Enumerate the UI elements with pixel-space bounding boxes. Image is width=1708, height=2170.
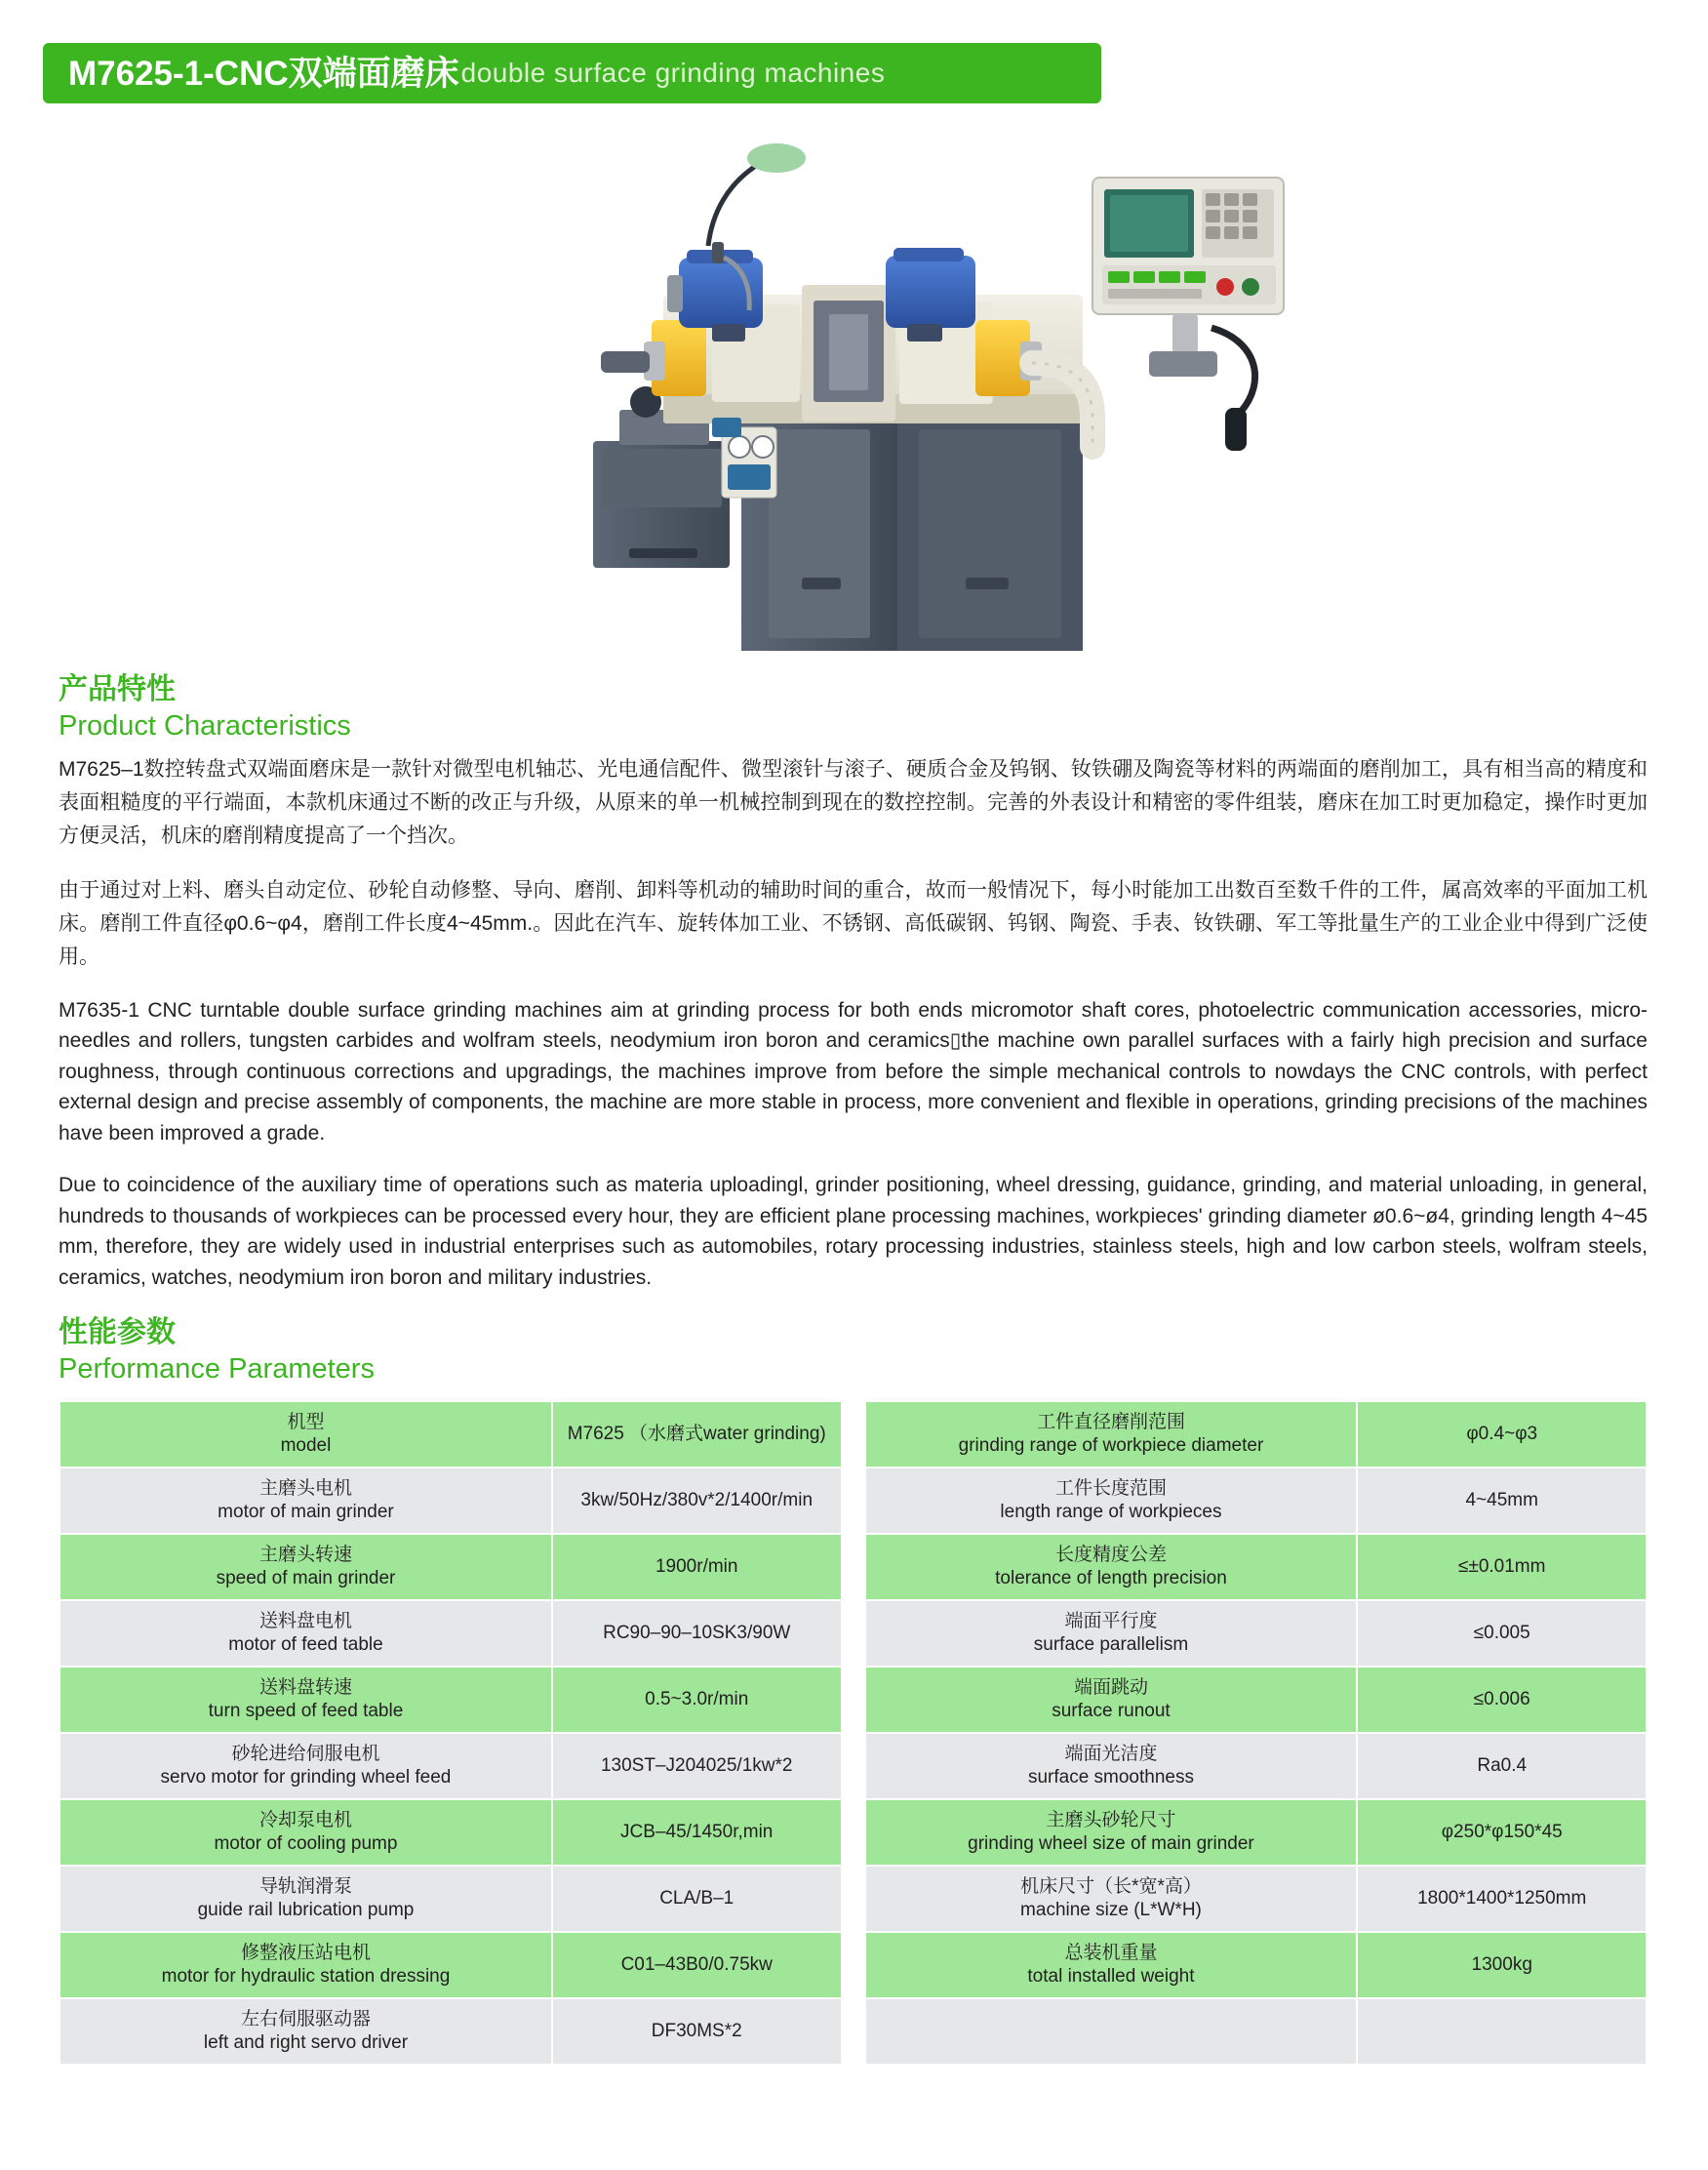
table-row — [60, 1998, 842, 2065]
param-label-en: guide rail lubrication pump — [197, 1900, 415, 1921]
param-label-cn: 工件直径磨削范围 — [1036, 1411, 1185, 1432]
param-label-cell — [60, 1667, 552, 1733]
page-title-cn: M7625-1-CNC双端面磨床 — [68, 54, 459, 93]
parameters-heading-en: Performance Parameters — [59, 1352, 375, 1385]
page-title-en: double surface grinding machines — [460, 58, 886, 88]
characteristics-body — [0, 753, 1708, 1294]
param-label-cell — [865, 1733, 1358, 1799]
section-heading-parameters — [59, 1314, 1708, 1386]
param-label-cell — [60, 1733, 552, 1799]
param-label-en: motor for hydraulic station dressing — [161, 1966, 451, 1988]
param-value-cell: φ250*φ150*45 — [1357, 1799, 1647, 1866]
param-label-en: turn speed of feed table — [208, 1701, 404, 1722]
param-label-cell — [865, 1866, 1358, 1932]
table-row — [865, 1600, 1648, 1667]
param-label-en: motor of cooling pump — [214, 1833, 398, 1855]
param-label-cn: 端面平行度 — [1064, 1610, 1158, 1631]
param-label-en: surface parallelism — [1033, 1634, 1189, 1656]
param-label-cn: 工件长度范围 — [1054, 1477, 1167, 1499]
param-label-cell — [865, 1600, 1358, 1667]
param-label-cell — [60, 1866, 552, 1932]
param-value-cell: M7625 （水磨式water grinding) — [552, 1401, 842, 1467]
param-label-en: machine size (L*W*H) — [1020, 1900, 1202, 1921]
table-row — [865, 1401, 1648, 1467]
table-row — [865, 1733, 1648, 1799]
table-row — [865, 1866, 1648, 1932]
param-value-cell: 1300kg — [1357, 1932, 1647, 1998]
parameters-table-right — [864, 1400, 1648, 2066]
param-label-cell — [865, 1799, 1358, 1866]
param-value-cell: DF30MS*2 — [552, 1998, 842, 2065]
param-value-cell: 3kw/50Hz/380v*2/1400r/min — [552, 1467, 842, 1534]
paragraph-en-1: M7635-1 CNC turntable double surface grinding machines aim at grinding process for both ends micromotor shaft cores, photoelectric communication accessories, micro-needles and rollers, tungsten carbides and wolfram steels, neodymium iron boron and ceramics▯the machine own parallel surfaces with a fairly high precision and surface roughness, through continuous corrections and upgradings, the machines improve from before the simple mechanical controls to nowdays the CNC controls, with perfect external design and precise assembly of components, the machine are more stable in process, more convenient and flexible in operations, grinding precisions of the machines have been improved a grade. — [59, 998, 1648, 1145]
param-label-cell — [865, 1932, 1358, 1998]
parameters-table-left — [59, 1400, 843, 2066]
param-value-cell: JCB–45/1450r,min — [552, 1799, 842, 1866]
param-label-cell — [60, 1534, 552, 1600]
param-label-en: left and right servo driver — [203, 2032, 409, 2054]
param-label-en: motor of main grinder — [218, 1502, 394, 1523]
param-label-en: total installed weight — [1027, 1966, 1195, 1988]
table-row — [865, 1667, 1648, 1733]
param-value-cell: ≤0.006 — [1357, 1667, 1647, 1733]
param-label-en: servo motor for grinding wheel feed — [160, 1767, 452, 1788]
param-label-cn: 机型 — [287, 1411, 325, 1432]
param-label-cn: 主磨头电机 — [258, 1477, 352, 1499]
table-row — [60, 1799, 842, 1866]
param-label-en: surface runout — [1052, 1701, 1171, 1722]
table-row — [60, 1866, 842, 1932]
param-label-cn: 左右伺服驱动器 — [240, 2008, 371, 2029]
param-value-cell: CLA/B–1 — [552, 1866, 842, 1932]
param-label-cell — [60, 1799, 552, 1866]
param-label-en: tolerance of length precision — [995, 1568, 1227, 1589]
param-label-cn: 总装机重量 — [1064, 1942, 1158, 1963]
product-photo — [0, 109, 1708, 656]
table-row — [60, 1534, 842, 1600]
param-label-cell — [60, 1932, 552, 1998]
param-value-cell: ≤0.005 — [1357, 1600, 1647, 1667]
param-label-en: speed of main grinder — [216, 1568, 396, 1589]
param-label-en: surface smoothness — [1027, 1767, 1194, 1788]
paragraph-cn-1: M7625–1数控转盘式双端面磨床是一款针对微型电机轴芯、光电通信配件、微型滚针与滚子、硬质合金及钨钢、钕铁硼及陶瓷等材料的两端面的磨削加工，具有相当高的精度和表面粗糙度的平行端面，本款机床通过不断的改正与升级，从原来的单一机械控制到现在的数控控制。完善的外表设计和精密的零件组装，磨床在加工时更加稳定，操作时更加方便灵活，机床的磨削精度提高了一个挡次。 — [59, 757, 1648, 847]
param-label-cell — [60, 1998, 552, 2065]
param-label-cn: 端面跳动 — [1073, 1676, 1148, 1698]
param-value-cell: 4~45mm — [1357, 1467, 1647, 1534]
table-row — [60, 1401, 842, 1467]
param-label-cell — [865, 1534, 1358, 1600]
table-row — [60, 1733, 842, 1799]
section-heading-characteristics — [59, 671, 1708, 743]
param-value-cell: RC90–90–10SK3/90W — [552, 1600, 842, 1667]
param-value-cell: C01–43B0/0.75kw — [552, 1932, 842, 1998]
param-label-en: grinding range of workpiece diameter — [958, 1435, 1264, 1457]
table-row — [865, 1998, 1648, 2065]
param-label-cn: 冷却泵电机 — [258, 1809, 352, 1830]
param-label-cell — [865, 1401, 1358, 1467]
param-label-cn: 主磨头砂轮尺寸 — [1046, 1809, 1176, 1830]
table-row — [60, 1667, 842, 1733]
param-value-cell: φ0.4~φ3 — [1357, 1401, 1647, 1467]
table-row — [865, 1932, 1648, 1998]
page-title-bar — [43, 43, 1101, 103]
machine-illustration — [419, 119, 1327, 651]
grinding-machine-svg — [419, 119, 1327, 651]
param-label-cn: 主磨头转速 — [258, 1544, 352, 1565]
param-label-cell — [865, 1467, 1358, 1534]
paragraph-en-2: Due to coincidence of the auxiliary time of operations such as materia uploadingl, grinder positioning, wheel dressing, guidance, grinding, and material unloading, in general, hundreds to thousands of workpieces can be processed every hour, they are efficient plane processing machines, workpieces' grinding diameter ø0.6~ø4, grinding length 4~45 mm, therefore, they are widely used in industrial enterprises such as automobiles, rotary processing industries, stainless steels, high and low carbon steels, wolfram steels, ceramics, watches, neodymium iron boron and military industries. — [59, 1174, 1648, 1289]
param-label-cell — [60, 1600, 552, 1667]
table-row — [865, 1534, 1648, 1600]
param-label-cn: 送料盘电机 — [258, 1610, 352, 1631]
param-label-en: length range of workpieces — [1000, 1502, 1222, 1523]
param-value-cell: 0.5~3.0r/min — [552, 1667, 842, 1733]
parameters-heading-cn: 性能参数 — [59, 1316, 176, 1349]
param-label-cell — [865, 1667, 1358, 1733]
param-label-cn: 送料盘转速 — [258, 1676, 352, 1698]
table-row — [865, 1799, 1648, 1866]
param-label-en: model — [280, 1435, 332, 1457]
param-label-cn: 端面光洁度 — [1064, 1743, 1158, 1764]
product-brochure-page — [0, 43, 1708, 2170]
param-value-cell: ≤±0.01mm — [1357, 1534, 1647, 1600]
characteristics-heading-en: Product Characteristics — [59, 709, 351, 742]
table-row — [60, 1600, 842, 1667]
table-row — [60, 1467, 842, 1534]
param-label-en: motor of feed table — [228, 1634, 383, 1656]
paragraph-cn-2: 由于通过对上料、磨头自动定位、砂轮自动修整、导向、磨削、卸料等机动的辅助时间的重合，故而一般情况下，每小时能加工出数百至数千件的工件，属高效率的平面加工机床。磨削工件直径φ0.6~φ4，磨削工件长度4~45mm.。因此在汽车、旋转体加工业、不锈钢、高低碳钢、钨钢、陶瓷、手表、钕铁硼、军工等批量生产的工业企业中得到广泛使用。 — [59, 878, 1648, 968]
param-value-cell — [1357, 1998, 1647, 2065]
param-value-cell: Ra0.4 — [1357, 1733, 1647, 1799]
param-label-cell — [60, 1467, 552, 1534]
param-label-cn: 长度精度公差 — [1054, 1544, 1167, 1565]
characteristics-heading-cn: 产品特性 — [59, 673, 176, 705]
param-label-cell — [60, 1401, 552, 1467]
param-value-cell: 1800*1400*1250mm — [1357, 1866, 1647, 1932]
param-label-cn: 砂轮进给伺服电机 — [231, 1743, 380, 1764]
parameters-tables — [0, 1400, 1708, 2066]
table-row — [60, 1932, 842, 1998]
param-label-en: grinding wheel size of main grinder — [968, 1833, 1254, 1855]
table-row — [865, 1467, 1648, 1534]
param-label-cn: 导轨润滑泵 — [258, 1875, 352, 1897]
param-label-cn: 机床尺寸（长*宽*高） — [1020, 1875, 1202, 1897]
param-label-cn: 修整液压站电机 — [240, 1942, 371, 1963]
param-label-cell — [865, 1998, 1358, 2065]
param-value-cell: 130ST–J204025/1kw*2 — [552, 1733, 842, 1799]
param-value-cell: 1900r/min — [552, 1534, 842, 1600]
